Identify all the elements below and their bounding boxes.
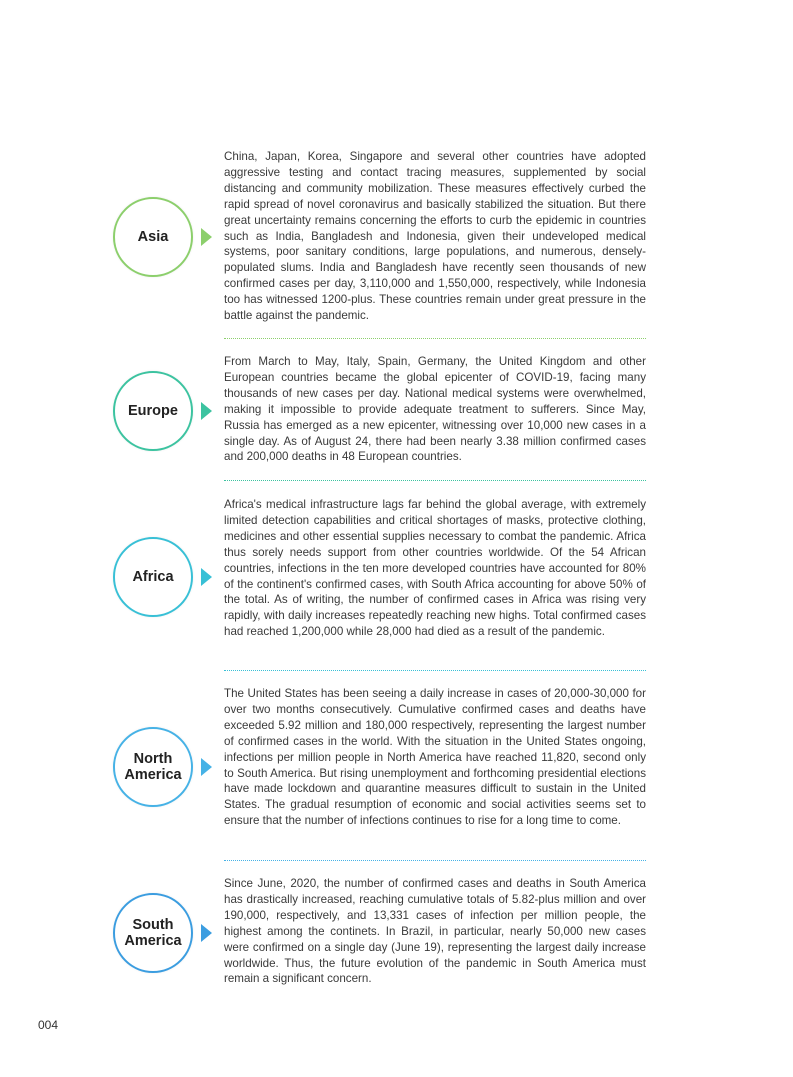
region-label: Asia [137,229,169,245]
region-label: Europe [128,403,178,419]
dotted-divider [224,670,646,671]
region-label: South America [124,917,182,949]
region-badge-europe [113,371,193,451]
arrow-right-icon [201,568,212,586]
arrow-right-icon [201,228,212,246]
region-paragraph-north-america: The United States has been seeing a daily increase in cases of 20,000-30,000 for over two months consecutively. Cumulative confirmed cases and deaths have exceeded 5.92 million and 180,000 respectively, representing the largest number of confirmed cases in the world. With the situation in the United States ongoing, infections per million people in North America have reached 11,820, second only to South America. But rising unemployment and forthcoming presidential elections have made lockdown and quarantine measures difficult to sustain in the United States. The gradual resumption of economic and social activities seems set to ensure that the number of infections continues to rise for a long time to come. [224,687,646,828]
arrow-right-icon [201,758,212,776]
region-badge-south-america [113,893,193,973]
arrow-right-icon [201,924,212,942]
dotted-divider [224,860,646,861]
region-label: Africa [132,569,174,585]
region-badge-africa [113,537,193,617]
dotted-divider [224,480,646,481]
arrow-right-icon [201,402,212,420]
page-number: 004 [38,1018,59,1032]
region-badge-north-america [113,727,193,807]
region-paragraph-asia: China, Japan, Korea, Singapore and several other countries have adopted aggressive testing and contact tracing measures, supplemented by social distancing and community mobilization. These measures effectively curbed the rapid spread of novel coronavirus and basically stabilized the situation. But there great uncertainty remains concerning the efforts to curb the epidemic in countries such as India, Bangladesh and Indonesia, given their undeveloped medical systems, poor sanitary conditions, large populations, and numerous, densely-populated slums. India and Bangladesh have recently seen thousands of new confirmed cases per day, 3,110,000 and 1,550,000, respectively, while Indonesia too has witnessed 1200-plus. These countries remain under great pressure in the battle against the pandemic. [224,150,646,323]
region-paragraph-africa: Africa's medical infrastructure lags far behind the global average, with extremely limited detection capabilities and critical shortages of masks, protective clothing, medicines and other essential supplies necessary to combat the pandemic. Africa thus sorely needs support from other countries worldwide. Of the 54 African countries, infections in the ten more developed countries have accounted for 80% of the continent's confirmed cases, with South Africa accounting for above 50% of the total. As of writing, the number of confirmed cases in Africa was rising very rapidly, with daily increases repeatedly reaching new highs. Total confirmed cases had reached 1,200,000 while 28,000 had died as a result of the pandemic. [224,498,646,639]
dotted-divider [224,338,646,339]
region-label: North America [124,751,182,783]
region-paragraph-south-america: Since June, 2020, the number of confirmed cases and deaths in South America has drastically increased, reaching cumulative totals of 5.82-plus million and over 190,000, respectively, and 13,331 cases of infection per million people, the highest among the continets. In Brazil, in particular, nearly 50,000 new cases were confirmed on a single day (June 19), representing the largest daily increase worldwide. Thus, the future evolution of the pandemic in South America must remain a significant concern. [224,877,646,986]
region-badge-asia [113,197,193,277]
region-paragraph-europe: From March to May, Italy, Spain, Germany, the United Kingdom and other European countries became the global epicenter of COVID-19, facing many thousands of new cases per day. National medical systems were overwhelmed, making it impossible to provide adequate treatment to sufferers. Since May, Russia has emerged as a new epicenter, witnessing over 10,000 new cases in a single day. As of August 24, there had been nearly 3.38 million confirmed cases and 200,000 deaths in 48 European countries. [224,355,646,464]
